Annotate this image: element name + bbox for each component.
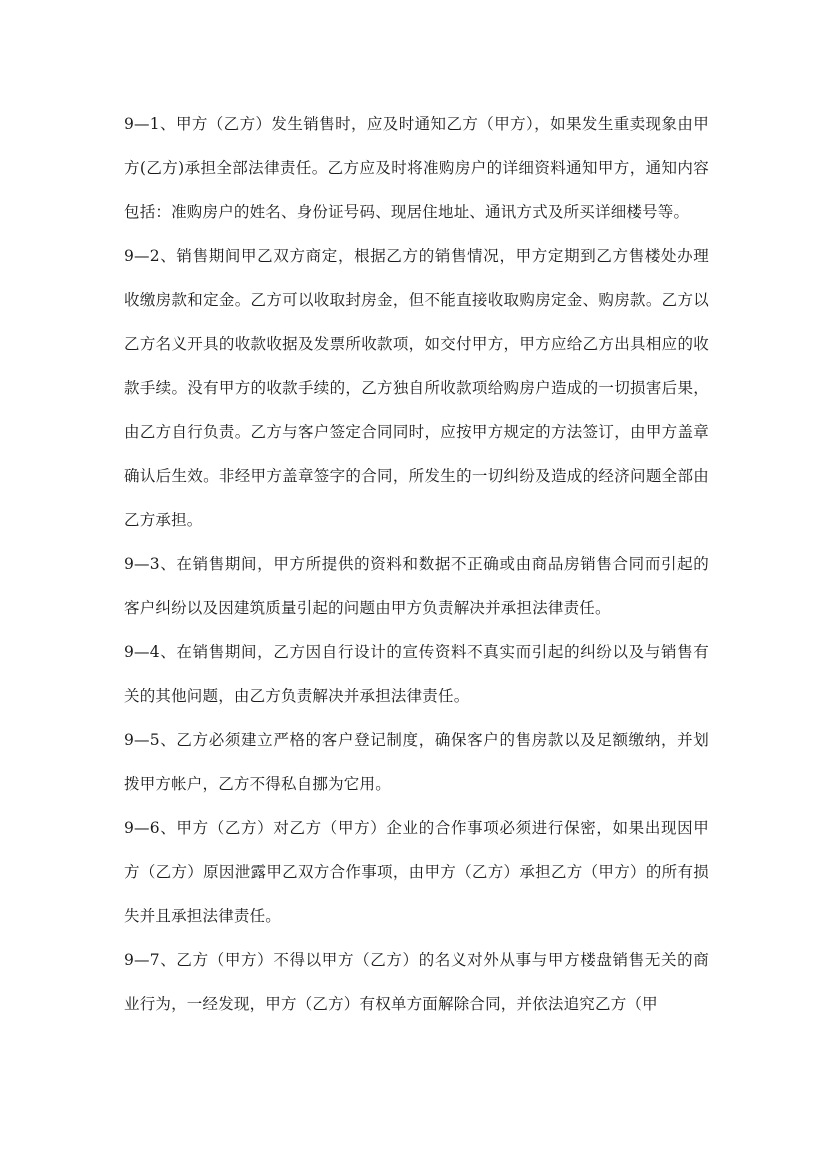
document-body (124, 102, 709, 1026)
clause-9-5: 9—5、乙方必须建立严格的客户登记制度，确保客户的售房款以及足额缴纳，并划拨甲方帐户，乙方不得私自挪为它用。 (124, 731, 709, 793)
clause-9-4: 9—4、在销售期间，乙方因自行设计的宣传资料不真实而引起的纠纷以及与销售有关的其他问题，由乙方负责解决并承担法律责任。 (124, 643, 709, 705)
clause-9-3: 9—3、在销售期间，甲方所提供的资料和数据不正确或由商品房销售合同而引起的客户纠纷以及因建筑质量引起的问题由甲方负责解决并承担法律责任。 (124, 555, 709, 617)
clause-9-7: 9—7、乙方（甲方）不得以甲方（乙方）的名义对外从事与甲方楼盘销售无关的商业行为，一经发现，甲方（乙方）有权单方面解除合同，并依法追究乙方（甲 (124, 951, 709, 1013)
clause-9-1: 9—1、甲方（乙方）发生销售时，应及时通知乙方（甲方），如果发生重卖现象由甲方(乙方)承担全部法律责任。乙方应及时将准购房户的详细资料通知甲方，通知内容包括：准购房户的姓名、身份证号码、现居住地址、通讯方式及所买详细楼号等。 (124, 115, 709, 221)
clause-9-2: 9—2、销售期间甲乙双方商定，根据乙方的销售情况，甲方定期到乙方售楼处办理收缴房款和定金。乙方可以收取封房金，但不能直接收取购房定金、购房款。乙方以乙方名义开具的收款收据及发票所收款项，如交付甲方，甲方应给乙方出具相应的收款手续。没有甲方的收款手续的，乙方独自所收款项给购房户造成的一切损害后果，由乙方自行负责。乙方与客户签定合同同时，应按甲方规定的方法签订，由甲方盖章确认后生效。非经甲方盖章签字的合同，所发生的一切纠纷及造成的经济问题全部由乙方承担。 (124, 247, 709, 529)
clause-9-6: 9—6、甲方（乙方）对乙方（甲方）企业的合作事项必须进行保密，如果出现因甲方（乙方）原因泄露甲乙双方合作事项，由甲方（乙方）承担乙方（甲方）的所有损失并且承担法律责任。 (124, 819, 709, 925)
